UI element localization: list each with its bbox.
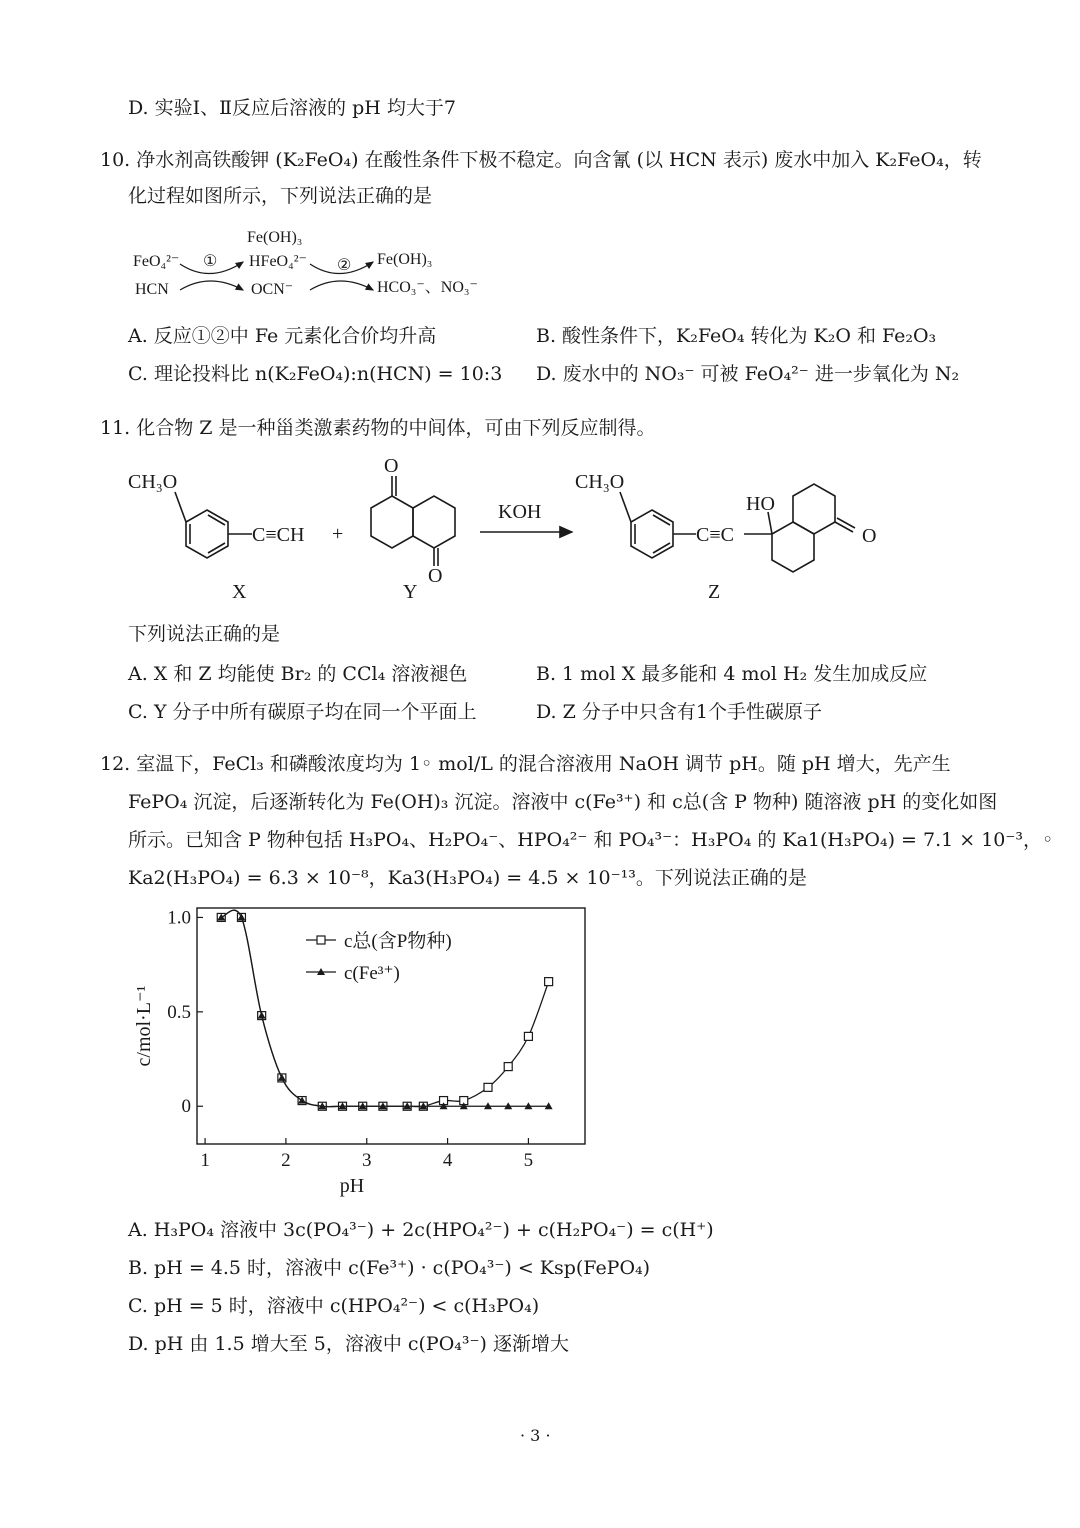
compound-y: [371, 476, 455, 566]
x-methoxy: CH₃O: [128, 471, 178, 493]
scheme-step1: ①: [203, 253, 218, 270]
reagent-koh: KOH: [498, 501, 542, 523]
q10-option-b: B. 酸性条件下，K₂FeO₄ 转化为 K₂O 和 Fe₂O₃: [536, 325, 937, 347]
scheme-hferrate: HFeO₄²⁻: [249, 253, 307, 270]
y-tick-label-2: 1.0: [167, 907, 191, 929]
q11-option-a: A. X 和 Z 均能使 Br₂ 的 CCl₄ 溶液褪色: [128, 663, 468, 685]
square-point-15: [524, 1032, 532, 1040]
x-tick-label-3: 4: [442, 1150, 453, 1171]
q12-stem-line4: Ka2(H₃PO₄) = 6.3 × 10⁻⁸，Ka3(H₃PO₄) = 4.5 × 10⁻¹³。下列说法正确的是: [128, 867, 807, 889]
q12-stem-line1: 12. 室温下，FeCl₃ 和磷酸浓度均为 1◦ mol/L 的混合溶液用 NaOH 调节 pH。随 pH 增大，先产生: [100, 753, 951, 775]
q10-option-d: D. 废水中的 NO₃⁻ 可被 FeO₄²⁻ 进一步氧化为 N₂: [536, 363, 960, 385]
compound-z: [620, 484, 855, 572]
z-alkyne: C≡C: [696, 524, 734, 546]
square-point-14: [504, 1063, 512, 1071]
scheme-ocn: OCN⁻: [251, 281, 294, 298]
x-tick-label-0: 1: [200, 1150, 210, 1171]
y-axis-label: c/mol·L⁻¹: [133, 985, 155, 1067]
q11-ask: 下列说法正确的是: [128, 623, 281, 645]
q12-option-a: A. H₃PO₄ 溶液中 3c(PO₄³⁻) + 2c(HPO₄²⁻) + c(H₂PO₄⁻) = c(H⁺): [128, 1219, 714, 1241]
scheme-mid-feoh3: Fe(OH)₃: [247, 229, 303, 246]
q11-reaction-scheme: [120, 452, 900, 612]
q10-stem-line2: 化过程如图所示，下列说法正确的是: [128, 185, 433, 207]
y-ketone-top: O: [384, 455, 399, 477]
x-tick-label-2: 3: [362, 1150, 372, 1171]
scheme-step2: ②: [337, 257, 352, 274]
z-ketone: O: [862, 525, 877, 547]
scheme-right-products: HCO₃⁻、NO₃⁻: [377, 279, 478, 296]
scheme-arrow2-bottom: [310, 281, 373, 290]
q12-option-d: D. pH 由 1.5 增大至 5，溶液中 c(PO₄³⁻) 逐渐增大: [128, 1333, 569, 1355]
y-ketone-bottom: O: [428, 565, 443, 587]
concentration-ph-chart: [120, 896, 600, 1206]
z-methoxy: CH₃O: [575, 471, 625, 493]
label-x: X: [232, 581, 247, 603]
z-hydroxyl: HO: [746, 493, 775, 515]
x-axis-label: pH: [339, 1175, 365, 1197]
square-point-16: [545, 978, 553, 986]
y-tick-label-0: 0: [181, 1096, 191, 1118]
q10-option-a: A. 反应①②中 Fe 元素化合价均升高: [128, 325, 437, 347]
compound-x: [175, 492, 252, 558]
legend-label-0: c总(含P物种): [344, 931, 452, 952]
q12-option-c: C. pH = 5 时，溶液中 c(HPO₄²⁻) < c(H₃PO₄): [128, 1295, 540, 1317]
q10-option-c: C. 理论投料比 n(K₂FeO₄):n(HCN) = 10:3: [128, 363, 503, 385]
label-z: Z: [708, 581, 721, 603]
x-tick-label-1: 2: [281, 1150, 291, 1171]
q11-option-d: D. Z 分子中只含有1个手性碳原子: [536, 701, 822, 723]
x-alkyne: C≡CH: [252, 524, 305, 546]
legend-label-1: c(Fe³⁺): [344, 963, 400, 984]
q11-stem: 11. 化合物 Z 是一种甾类激素药物的中间体，可由下列反应制得。: [100, 417, 656, 439]
legend-square-marker: [317, 936, 325, 944]
plus-sign: +: [332, 523, 344, 545]
square-point-13: [484, 1083, 492, 1091]
scheme-right-feoh3: Fe(OH)₃: [377, 251, 433, 268]
label-y: Y: [403, 581, 418, 603]
page-number: · 3 ·: [520, 1426, 551, 1445]
q10-reaction-scheme: [125, 222, 485, 302]
scheme-arrow1-bottom: [180, 281, 243, 290]
scheme-hcn: HCN: [135, 281, 169, 298]
y-tick-label-1: 0.5: [167, 1001, 191, 1023]
q12-stem-line3: 所示。已知含 P 物种包括 H₃PO₄、H₂PO₄⁻、HPO₄²⁻ 和 PO₄³⁻：H₃PO₄ 的 Ka1(H₃PO₄) = 7.1 × 10⁻³，◦: [128, 829, 1054, 851]
q11-option-c: C. Y 分子中所有碳原子均在同一个平面上: [128, 701, 477, 723]
x-tick-label-4: 5: [523, 1150, 534, 1171]
q11-option-b: B. 1 mol X 最多能和 4 mol H₂ 发生加成反应: [536, 663, 928, 685]
q12-stem-line2: FePO₄ 沉淀，后逐渐转化为 Fe(OH)₃ 沉淀。溶液中 c(Fe³⁺) 和 c总(含 P 物种) 随溶液 pH 的变化如图: [128, 791, 998, 813]
scheme-ferrate: FeO₄²⁻: [133, 253, 180, 270]
q10-stem-line1: 10. 净水剂高铁酸钾 (K₂FeO₄) 在酸性条件下极不稳定。向含氰 (以 HCN 表示) 废水中加入 K₂FeO₄，转: [100, 149, 982, 171]
q9-option-d: D. 实验Ⅰ、Ⅱ反应后溶液的 pH 均大于7: [128, 97, 456, 119]
q12-option-b: B. pH = 4.5 时，溶液中 c(Fe³⁺) · c(PO₄³⁻) < Ksp(FePO₄): [128, 1257, 651, 1279]
